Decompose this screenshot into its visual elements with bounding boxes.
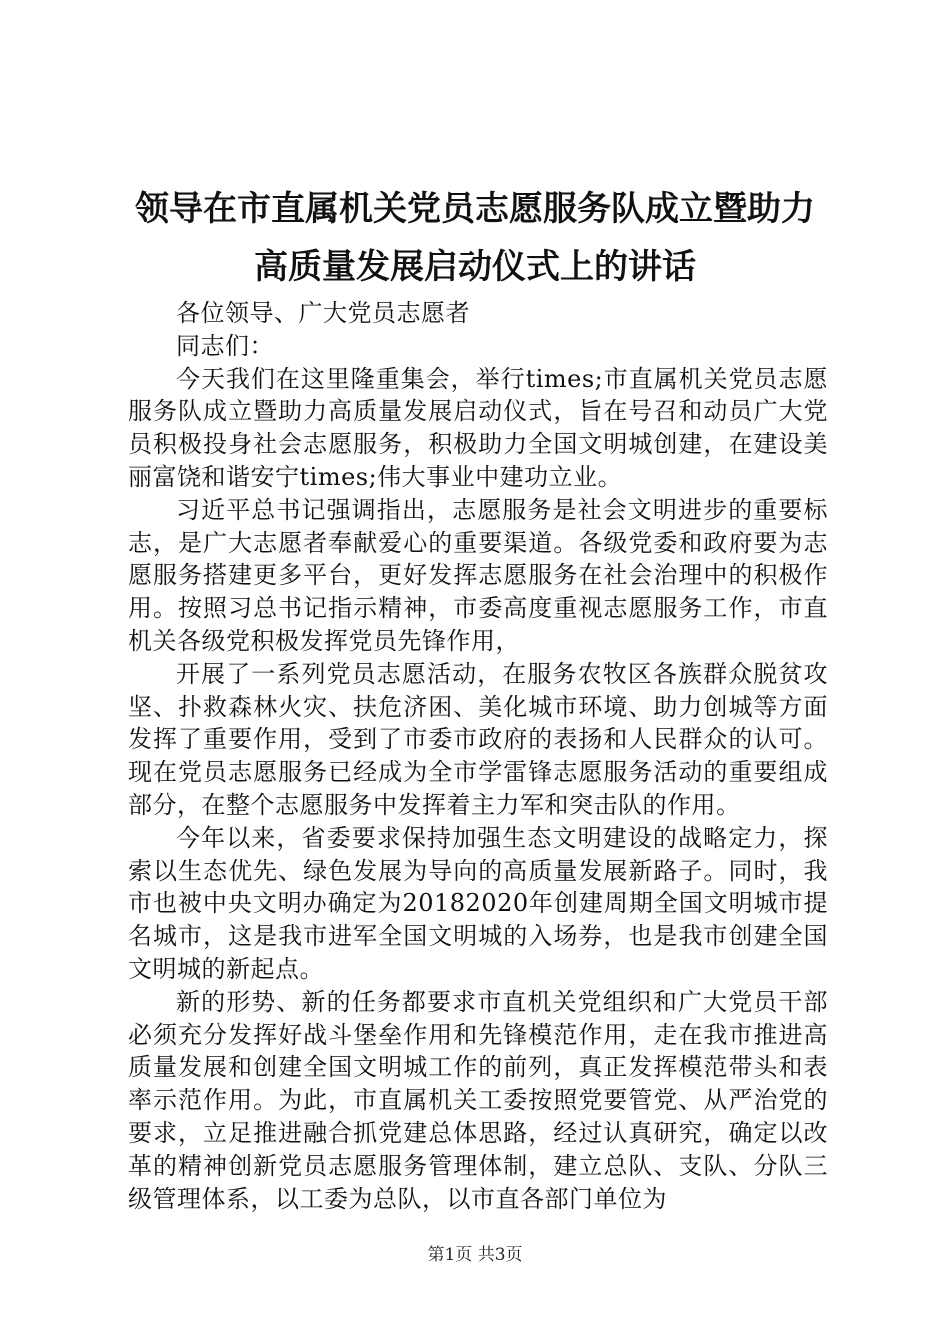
body-paragraph: 习近平总书记强调指出，志愿服务是社会文明进步的重要标志，是广大志愿者奉献爱心的重要渠道。各级党委和政府要为志愿服务搭建更多平台，更好发挥志愿服务在社会治理中的积极作用。按照习总书记指示精神，市委高度重视志愿服务工作，市直机关各级党积极发挥党员先锋作用， [128, 495, 828, 655]
page-number-footer: 第1页 共3页 [427, 1245, 523, 1265]
salutation-line: 同志们： [176, 331, 274, 360]
salutation-line: 各位领导、广大党员志愿者 [176, 299, 470, 327]
title-line-2: 高质量发展启动仪式上的讲话 [254, 247, 696, 287]
body-paragraph: 今年以来，省委要求保持加强生态文明建设的战略定力，探索以生态优先、绿色发展为导向的高质量发展新路子。同时，我市也被中央文明办确定为20182020年创建周期全国文明城市提名城市，这是我市进军全国文明城的入场券，也是我市创建全国文明城的新起点。 [128, 823, 828, 983]
title-line-1: 领导在市直属机关党员志愿服务队成立暨助力 [135, 189, 815, 229]
document-body [128, 297, 828, 1215]
body-paragraph: 开展了一系列党员志愿活动，在服务农牧区各族群众脱贫攻坚、扑救森林火灾、扶危济困、美化城市环境、助力创城等方面发挥了重要作用，受到了市委市政府的表扬和人民群众的认可。现在党员志愿服务已经成为全市学雷锋志愿服务活动的重要组成部分，在整个志愿服务中发挥着主力军和突击队的作用。 [128, 659, 828, 819]
document-title [80, 180, 870, 296]
body-paragraph: 新的形势、新的任务都要求市直机关党组织和广大党员干部必须充分发挥好战斗堡垒作用和先锋模范作用，走在我市推进高质量发展和创建全国文明城工作的前列，真正发挥模范带头和表率示范作用。为此，市直属机关工委按照党要管党、从严治党的要求，立足推进融合抓党建总体思路，经过认真研究，确定以改革的精神创新党员志愿服务管理体制，建立总队、支队、分队三级管理体系，以工委为总队，以市直各部门单位为 [128, 987, 828, 1213]
body-paragraph: 今天我们在这里隆重集会，举行times;市直属机关党员志愿服务队成立暨助力高质量发展启动仪式，旨在号召和动员广大党员积极投身社会志愿服务，积极助力全国文明城创建，在建设美丽富饶和谐安宁times;伟大事业中建功立业。 [128, 364, 828, 491]
